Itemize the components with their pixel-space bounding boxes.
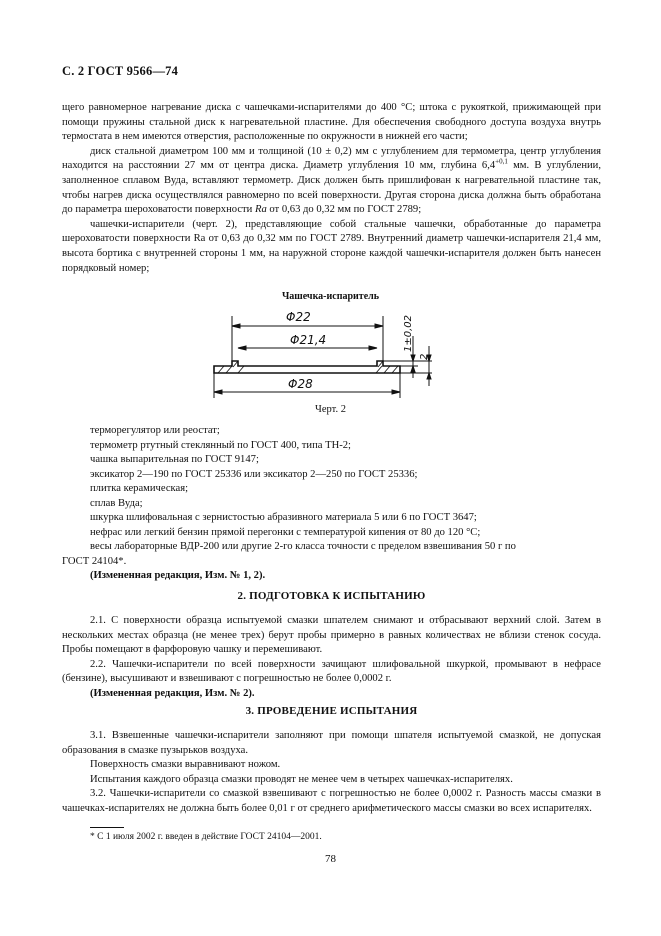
dim-label-outer-bottom: Φ28	[288, 377, 313, 391]
paragraph-2-2: 2.2. Чашечки-испарители по всей поверхности зачищают шлифовальной шкуркой, промывают в нефрасе (бензине), высушивают и взвешивают с погрешностью не более 0,0002 г.	[62, 658, 601, 685]
page-header: С. 2 ГОСТ 9566—74	[62, 64, 179, 78]
list-item: терморегулятор или реостат;	[90, 425, 220, 436]
disk-text-b: мм. В углублении, заполненное сплавом Вуда, вставляют термометр. Диск должен быть пришлифован к нагревательной пластине так, чтобы нагрев диска осуществлялся равномерно по всей поверхности. Другая сторона диска должна быть обработана до параметра шероховатости поверхности	[62, 160, 601, 216]
dim-label-outer-top: Φ22	[286, 310, 311, 324]
section-2-title: 2. ПОДГОТОВКА К ИСПЫТАНИЮ	[237, 590, 426, 602]
depth-tolerance: +0,1	[495, 157, 508, 166]
arrow-right-icon	[369, 346, 377, 350]
arrow-left-icon	[214, 390, 222, 394]
page-number: 78	[325, 853, 336, 865]
list-item: сплав Вуда;	[90, 497, 143, 509]
footnote-divider	[90, 827, 124, 828]
paragraph-3-1-c: Испытания каждого образца смазки проводят не менее чем в четырех чашечках-испарителях.	[90, 773, 513, 785]
list-item: плитка керамическая;	[90, 483, 189, 494]
paragraph-3-2: 3.2. Чашечки-испарители со смазкой взвешивают с погрешностью не более 0,0002 г. Разность массы смазки в чашечках-испарителях не должна быть более 0,01 г от среднего арифметического массы смазки во всех испарителях.	[62, 788, 601, 814]
list-continuation: ГОСТ 24104*.	[62, 556, 127, 567]
paragraph-steel-disk	[62, 145, 601, 218]
section-2-body	[62, 614, 601, 702]
section-3-body	[62, 729, 601, 817]
equipment-list	[90, 424, 601, 555]
dim-label-total-height: 2	[419, 353, 430, 360]
amendment-note-2: (Измененная редакция, Изм. № 2).	[90, 687, 255, 699]
arrow-left-icon	[238, 346, 246, 350]
paragraph-2-1: 2.1. С поверхности образца испытуемой смазки шпателем снимают и отбрасывают верхний слой. Затем в нескольких местах образца (не менее трех) берут пробы примерно в равных количествах не вблизи стенок сосуда. Пробы помещают в фарфоровую чашку и перемешивают.	[62, 615, 601, 656]
figure-title: Чашечка-испаритель	[281, 291, 380, 302]
paragraph-thermostat-continued: щего равномерное нагревание диска с чашечками-испарителями до 400 °С; штока с рукояткой, прижимающей при помощи пружины стальной диск к нагревательной пластине. Для обеспечения свободного доступа воздуха внутрь термостата в нем имеются отверстия, расположенные по окружности в нижней его части;	[62, 102, 601, 143]
disk-text-a: диск стальной диаметром 100 мм и толщиной (10 ± 0,2) мм с углублением для термометра, центр углубления находится на расстоянии 27 мм от центра диска. Диаметр углубления 10 мм, глубина 6,4	[62, 145, 601, 172]
amendment-note-1: (Измененная редакция, Изм. № 1, 2).	[90, 570, 266, 581]
arrow-up-icon	[411, 366, 415, 372]
list-item: эксикатор 2—190 по ГОСТ 25336 или эксикатор 2—250 по ГОСТ 25336;	[90, 468, 418, 480]
list-item: нефрас или легкий бензин прямой перегонки с температурой кипения от 80 до 120 °С;	[90, 526, 481, 538]
list-item: термометр ртутный стеклянный по ГОСТ 400, типа ТН-2;	[90, 439, 352, 451]
paragraph-3-1-b: Поверхность смазки выравнивают ножом.	[90, 759, 281, 771]
section-3-title: 3. ПРОВЕДЕНИЕ ИСПЫТАНИЯ	[245, 705, 418, 717]
dim-label-inner: Φ21,4	[290, 333, 327, 347]
roughness-symbol: Ra	[254, 204, 267, 216]
list-item: чашка выпарительная по ГОСТ 9147;	[90, 454, 259, 465]
list-item: весы лабораторные ВДР-200 или другие 2-го класса точности с пределом взвешивания 50 г по	[90, 541, 516, 552]
list-item: шкурка шлифовальная с зернистостью абразивного материала 5 или 6 по ГОСТ 3647;	[90, 512, 477, 523]
arrow-right-icon	[392, 390, 400, 394]
cup-drawing	[200, 306, 440, 406]
figure-caption: Черт. 2	[315, 404, 346, 415]
arrow-up-icon	[427, 373, 431, 379]
arrow-down-icon	[411, 355, 415, 361]
body-text-upper	[62, 101, 601, 276]
arrow-left-icon	[232, 324, 240, 328]
arrow-right-icon	[375, 324, 383, 328]
footnote: * С 1 июля 2002 г. введен в действие ГОСТ 24104—2001.	[90, 832, 322, 842]
disk-text-c: от 0,63 до 0,32 мм по ГОСТ 2789;	[266, 204, 422, 216]
paragraph-3-1: 3.1. Взвешенные чашечки-испарители заполняют при помощи шпателя испытуемой смазкой, не допуская образования в смазке пузырьков воздуха.	[62, 730, 601, 756]
paragraph-cups: чашечки-испарители (черт. 2), представляющие собой стальные чашечки, обработанные до параметра шероховатости поверхности Ra от 0,63 до 0,32 мм по ГОСТ 2789. Внутренний диаметр чашечки-испарителя 21,4 мм, высота бортика с внутренней стороны 1 мм, на наружной стороне каждой чашечки-испарителя должен быть нанесен порядковый номер;	[62, 218, 601, 274]
dim-label-rim-height: 1±0,02	[403, 314, 414, 352]
cup-section	[214, 361, 400, 373]
